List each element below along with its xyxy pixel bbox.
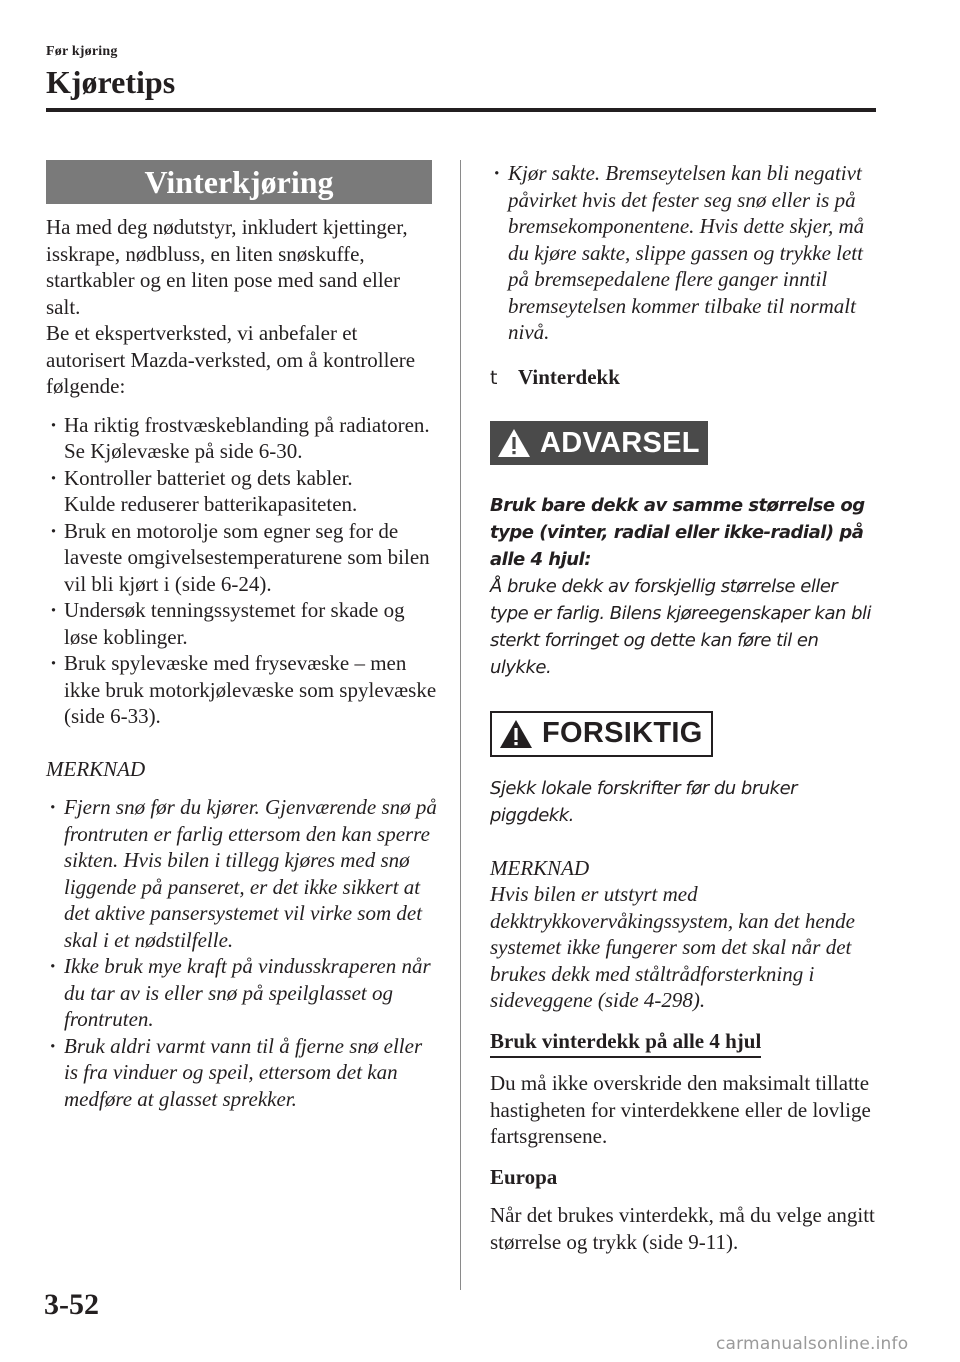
continued-list <box>490 160 880 346</box>
intro-paragraph-2: Be et ekspertverksted, vi anbefaler et autorisert Mazda-verksted, om å kontrollere følgende: <box>46 321 416 398</box>
caution-label: FORSIKTIG <box>542 717 703 750</box>
warning-label: ADVARSEL <box>540 426 700 459</box>
column-divider <box>460 160 461 1290</box>
watermark: carmanualsonline.info <box>716 1334 909 1354</box>
subheading-marker: t <box>490 366 498 389</box>
subheading-text: Vinterdekk <box>518 364 620 389</box>
note-list <box>46 794 438 1112</box>
right-column <box>490 160 880 1255</box>
list-item: · Fjern snø før du kjører. Gjenværende snø på frontruten er farlig ettersom den kan sperre sikten. Hvis bilen i tillegg kjøres med snø liggende på panseret, er det ikke sikkert at det aktive pansersystemet vil virke som det skal i et nødstilfelle. <box>46 794 438 953</box>
checklist <box>46 412 438 730</box>
europa-paragraph: Når det brukes vinterdekk, må du velge angitt størrelse og trykk (side 9-11). <box>490 1203 875 1254</box>
list-item: · Bruk en motorolje som egner seg for de laveste omgivelsestemperaturene som bilen vil bli kjørt i (side 6-24). <box>46 518 438 598</box>
page-title: Kjøretips <box>46 64 176 100</box>
warning-triangle-icon <box>496 427 532 459</box>
section-heading: Europa <box>490 1164 558 1189</box>
intro-paragraph: Ha med deg nødutstyr, inkludert kjettinger, isskrape, nødbluss, en liten snøskuffe, startkabler og en liten pose med sand eller salt. <box>46 215 408 319</box>
subheading <box>490 364 880 392</box>
list-item: · Kontroller batteriet og dets kabler. Kulde reduserer batterikapasiteten. <box>46 465 438 518</box>
list-item: · Kjør sakte. Bremseytelsen kan bli negativt påvirket hvis det fester seg snø eller is på bremsekomponentene. Hvis dette skjer, må du kjøre sakte, slippe gassen og trykke lett på bremsepedalene flere ganger inntil bremseytelsen kommer tilbake til normalt nivå. <box>490 160 880 346</box>
warning-triangle-icon <box>498 718 534 750</box>
note-body: Hvis bilen er utstyrt med dekktrykkovervåkingssystem, kan det hende systemet ikke fungerer som det skal når det brukes dekk med ståltrådforsterkning i sideveggene (side 4-298). <box>490 882 855 1012</box>
page-number: 3-52 <box>44 1288 99 1321</box>
winter-paragraph: Du må ikke overskride den maksimalt tillatte hastigheten for vinterdekkene eller de lovlige fartsgrensene. <box>490 1071 871 1148</box>
left-column <box>46 160 438 1112</box>
warning-body: Å bruke dekk av forskjellig størrelse eller type er farlig. Bilens kjøreegenskaper kan bli sterkt forringet og dette kan føre til en ulykke. <box>490 575 872 678</box>
section-heading: Bruk vinterdekk på alle 4 hjul <box>490 1028 761 1059</box>
list-item: · Bruk spylevæske med frysevæske – men ikke bruk motorkjølevæske som spylevæske (side 6-33). <box>46 650 438 730</box>
warning-heading: Bruk bare dekk av samme størrelse og type (vinter, radial eller ikke-radial) på alle 4 hjul: <box>490 494 865 570</box>
page-header <box>46 44 175 101</box>
section-banner: Vinterkjøring <box>46 160 432 204</box>
list-item: · Undersøk tenningssystemet for skade og løse koblinger. <box>46 597 438 650</box>
list-item: · Ikke bruk mye kraft på vindusskraperen når du tar av is eller snø på speilglasset og frontruten. <box>46 953 438 1033</box>
list-item: · Ha riktig frostvæskeblanding på radiatoren. Se Kjølevæske på side 6-30. <box>46 412 438 465</box>
header-rule <box>46 108 876 112</box>
note-label: MERKNAD <box>46 756 146 781</box>
warning-badge <box>490 421 708 465</box>
note-label: MERKNAD <box>490 855 590 880</box>
caution-body: Sjekk lokale forskrifter før du bruker piggdekk. <box>490 777 798 826</box>
caution-badge <box>490 711 713 757</box>
section-label: Før kjøring <box>46 44 118 59</box>
list-item: · Bruk aldri varmt vann til å fjerne snø eller is fra vinduer og speil, ettersom det kan medføre at glasset sprekker. <box>46 1033 438 1113</box>
